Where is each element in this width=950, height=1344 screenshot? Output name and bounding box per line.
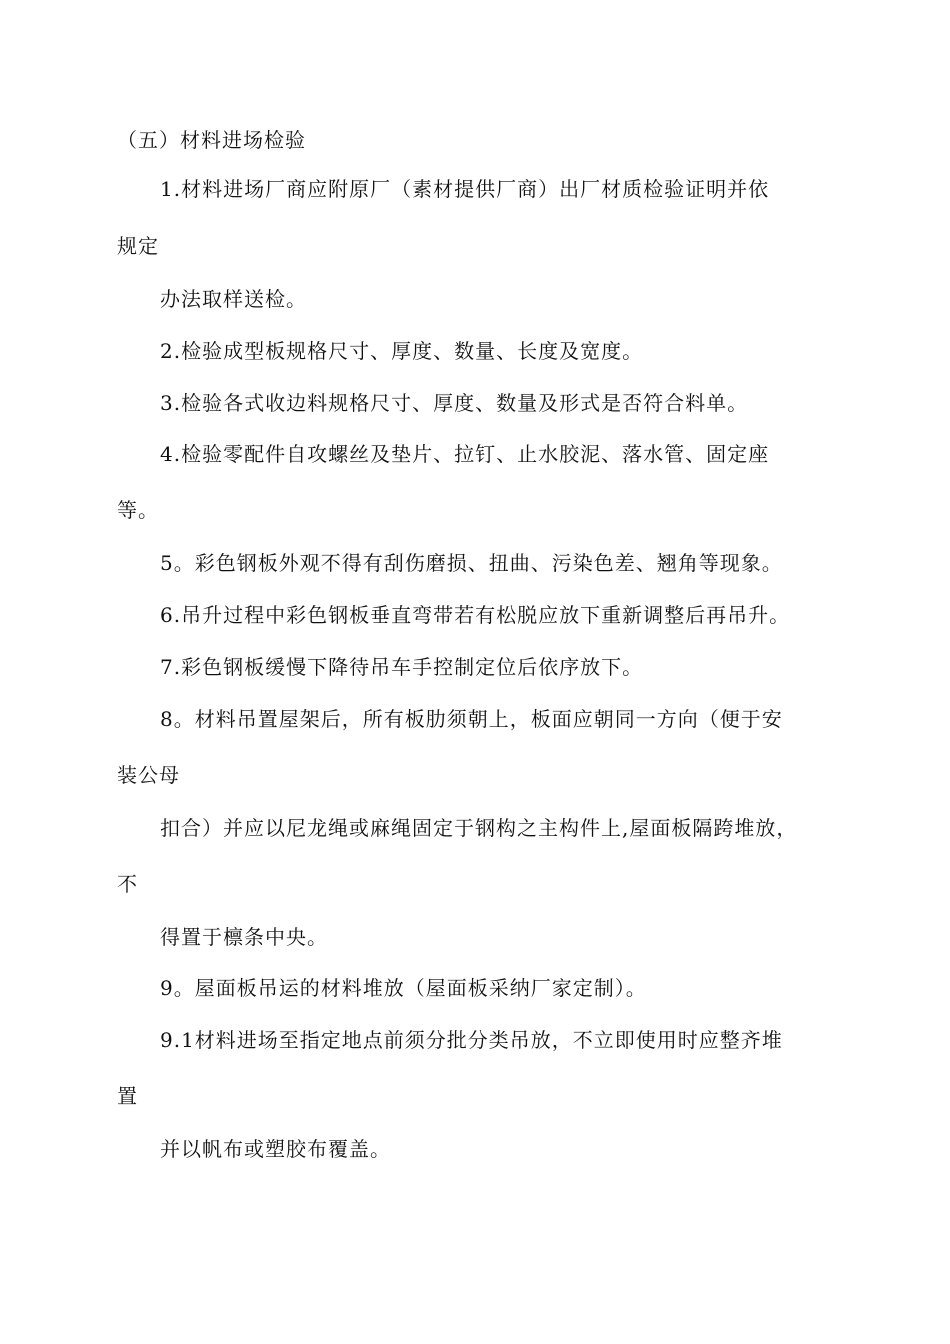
- paragraph-line-4: 2.检验成型板规格尺寸、厚度、数量、长度及宽度。: [160, 339, 644, 363]
- paragraph-line-10: 7.彩色钢板缓慢下降待吊车手控制定位后依序放下。: [160, 655, 644, 679]
- paragraph-line-11: 8。材料吊置屋架后，所有板肋须朝上，板面应朝同一方向（便于安: [160, 707, 783, 731]
- paragraph-line-7: 等。: [117, 498, 159, 522]
- paragraph-line-3: 办法取样送检。: [160, 287, 307, 311]
- paragraph-line-8: 5。彩色钢板外观不得有刮伤磨损、扭曲、污染色差、翘角等现象。: [160, 551, 783, 575]
- paragraph-line-5: 3.检验各式收边料规格尺寸、厚度、数量及形式是否符合料单。: [160, 391, 749, 415]
- paragraph-line-14: 不: [117, 872, 138, 896]
- paragraph-line-18: 置: [117, 1084, 138, 1108]
- section-heading: （五）材料进场检验: [117, 128, 306, 152]
- paragraph-line-17: 9.1材料进场至指定地点前须分批分类吊放，不立即使用时应整齐堆: [160, 1028, 783, 1052]
- paragraph-line-6: 4.检验零配件自攻螺丝及垫片、拉钉、止水胶泥、落水管、固定座: [160, 442, 770, 466]
- paragraph-line-16: 9。屋面板吊运的材料堆放（屋面板采纳厂家定制）。: [160, 976, 647, 1000]
- paragraph-line-9: 6.吊升过程中彩色钢板垂直弯带若有松脱应放下重新调整后再吊升。: [160, 603, 791, 627]
- paragraph-line-15: 得置于檩条中央。: [160, 925, 328, 949]
- paragraph-line-2: 规定: [117, 234, 159, 258]
- paragraph-line-13: 扣合）并应以尼龙绳或麻绳固定于钢构之主构件上,屋面板隔跨堆放，: [160, 816, 798, 840]
- paragraph-line-19: 并以帆布或塑胶布覆盖。: [160, 1137, 391, 1161]
- paragraph-line-1: 1.材料进场厂商应附原厂（素材提供厂商）出厂材质检验证明并依: [160, 177, 770, 201]
- paragraph-line-12: 装公母: [117, 763, 180, 787]
